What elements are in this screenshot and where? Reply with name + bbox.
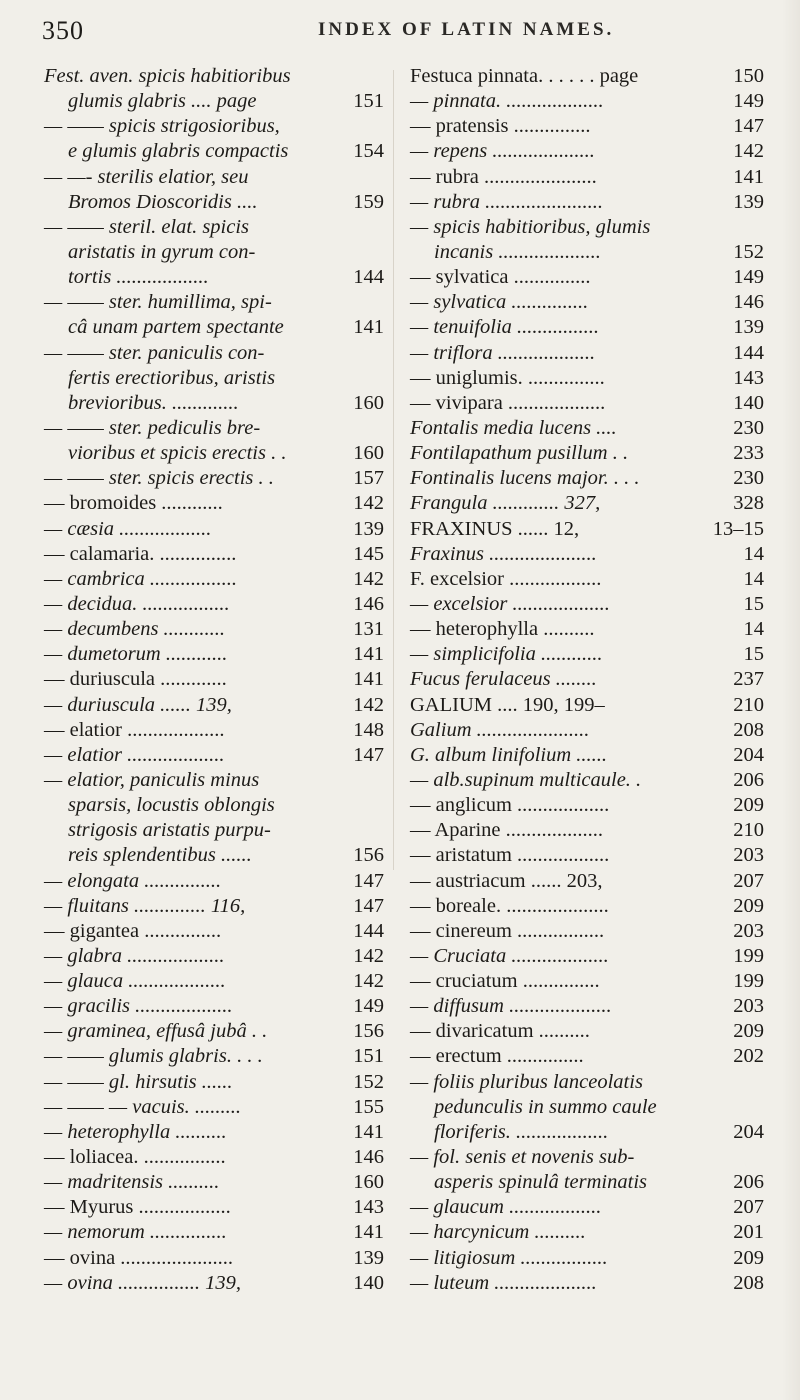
- index-entry: [44, 1044, 384, 1069]
- index-entry-text: — gracilis ...................: [44, 995, 233, 1018]
- index-entry-page: 140: [353, 1271, 384, 1294]
- index-entry: [44, 1170, 384, 1195]
- index-entry-page: 13–15: [712, 517, 764, 540]
- index-entry: [410, 567, 764, 592]
- index-entry: [410, 743, 764, 768]
- index-entry-text: F. excelsior ..................: [410, 567, 602, 590]
- index-entry-page: 143: [353, 1196, 384, 1219]
- index-entry: [44, 1246, 384, 1271]
- index-entry-page: 146: [353, 1146, 384, 1169]
- index-entry-text: — glaucum ..................: [410, 1196, 602, 1219]
- index-entry-page: 144: [353, 919, 384, 942]
- index-entry-page: 149: [733, 90, 764, 113]
- index-entry: [410, 491, 764, 516]
- index-entry-text: — triflora ...................: [410, 341, 596, 364]
- index-entry: [44, 718, 384, 743]
- index-entry: [44, 1019, 384, 1044]
- index-entry-page: 202: [733, 1045, 764, 1068]
- index-entry-text: — rubra .......................: [410, 190, 604, 213]
- index-entry-page: 142: [353, 693, 384, 716]
- index-entry-text: reis splendentibus ......: [68, 844, 252, 867]
- index-entry-page: 146: [733, 291, 764, 314]
- index-entry-text: FRAXINUS ...... 12,: [410, 517, 580, 540]
- index-entry: [44, 567, 384, 592]
- index-entry-page: 139: [733, 190, 764, 213]
- index-entry: [44, 215, 384, 240]
- index-entry: [44, 290, 384, 315]
- index-entry: [44, 165, 384, 190]
- index-entry: [44, 1220, 384, 1245]
- index-entry-text: — —— ster. spicis erectis . .: [44, 467, 274, 490]
- index-entry: [410, 1195, 764, 1220]
- index-entry-page: 204: [733, 1120, 764, 1143]
- index-entry-text: — Cruciata ...................: [410, 944, 609, 967]
- index-entry-page: 209: [733, 1020, 764, 1043]
- index-entry: [44, 894, 384, 919]
- index-entry-text: Fucus ferulaceus ........: [410, 668, 597, 691]
- index-entry: [410, 64, 764, 89]
- index-entry-text: — —— steril. elat. spicis: [44, 215, 250, 238]
- index-entry-text: — nemorum ...............: [44, 1221, 227, 1244]
- index-entry-text: — gigantea ...............: [44, 919, 222, 942]
- index-entry-page: 210: [733, 693, 764, 716]
- index-entry-page: 147: [733, 115, 764, 138]
- index-entry: [44, 743, 384, 768]
- index-entry-page: 156: [353, 1020, 384, 1043]
- index-entry: [44, 592, 384, 617]
- index-entry-page: 141: [733, 165, 764, 188]
- index-entry: [410, 1220, 764, 1245]
- index-entry: [410, 1170, 764, 1195]
- index-entry: [44, 89, 384, 114]
- index-entry: [410, 1145, 764, 1170]
- index-entry-text: — ovina ......................: [44, 1246, 234, 1269]
- index-entry: [410, 869, 764, 894]
- index-entry-text: — cambrica .................: [44, 567, 238, 590]
- index-entry: [44, 416, 384, 441]
- index-entry-page: 152: [733, 240, 764, 263]
- index-entry-text: Festuca pinnata. . . . . . page: [410, 65, 639, 87]
- index-entry: [44, 190, 384, 215]
- index-entry-page: 14: [743, 618, 764, 641]
- index-entry-page: 203: [733, 844, 764, 867]
- index-entry-page: 207: [733, 869, 764, 892]
- index-entry-text: Bromos Dioscoridis ....: [68, 190, 258, 213]
- running-head: INDEX OF LATIN NAMES.: [318, 19, 615, 40]
- index-entry-text: — graminea, effusâ jubâ . .: [44, 1020, 268, 1043]
- index-entry-page: 141: [353, 316, 384, 339]
- index-entry-text: — repens ....................: [410, 140, 595, 163]
- index-entry-text: Galium ......................: [410, 718, 590, 741]
- index-entry: [410, 1120, 764, 1145]
- index-entry: [410, 290, 764, 315]
- index-entry-page: 142: [733, 140, 764, 163]
- index-entry-page: 144: [733, 341, 764, 364]
- index-entry-page: 142: [353, 970, 384, 993]
- index-entry: [410, 1019, 764, 1044]
- index-entry-page: 230: [733, 416, 764, 439]
- index-entry: [44, 667, 384, 692]
- index-entry-text: pedunculis in summo caule: [434, 1095, 657, 1118]
- index-entry-text: — —— ster. pediculis bre-: [44, 416, 261, 439]
- index-entry: [44, 1271, 384, 1296]
- index-entry-text: sparsis, locustis oblongis: [68, 794, 275, 817]
- index-entry: [44, 64, 384, 89]
- index-entry: [410, 994, 764, 1019]
- index-entry: [44, 315, 384, 340]
- index-entry-text: — excelsior ...................: [410, 592, 610, 615]
- index-entry-page: 14: [743, 567, 764, 590]
- index-entry: [410, 592, 764, 617]
- index-entry-page: 15: [743, 592, 764, 615]
- index-entry-text: — tenuifolia ................: [410, 316, 600, 339]
- index-entry-text: — heterophylla ..........: [410, 618, 595, 641]
- index-entry: [410, 517, 764, 542]
- index-entry: [44, 1195, 384, 1220]
- index-entry: [44, 818, 384, 843]
- index-entry-text: — Myurus ..................: [44, 1196, 231, 1219]
- index-entry-text: GALIUM .... 190, 199–: [410, 693, 605, 716]
- index-entry-page: 141: [353, 668, 384, 691]
- index-entry-text: — decidua. .................: [44, 592, 230, 615]
- index-entry-page: 141: [353, 1221, 384, 1244]
- index-entry-text: — sylvatica ...............: [410, 291, 589, 314]
- index-entry-text: — elatior, paniculis minus: [44, 768, 260, 791]
- index-entry-text: incanis ....................: [434, 240, 601, 263]
- index-entry: [44, 1070, 384, 1095]
- page-edge-shadow: [782, 0, 800, 1400]
- index-entry-text: — —— ster. humillima, spi-: [44, 291, 272, 314]
- index-entry-page: 142: [353, 567, 384, 590]
- index-entry: [44, 768, 384, 793]
- index-entry-text: — —— — vacuis. .........: [44, 1095, 242, 1118]
- index-entry: [44, 1120, 384, 1145]
- index-entry-text: — aristatum ..................: [410, 844, 610, 867]
- index-entry-page: 237: [733, 668, 764, 691]
- index-entry: [44, 642, 384, 667]
- index-entry: [44, 969, 384, 994]
- index-entry-text: — austriacum ...... 203,: [410, 869, 603, 892]
- index-entry-text: — rubra ......................: [410, 165, 597, 188]
- index-entry-text: câ unam partem spectante: [68, 316, 284, 339]
- index-entry-page: 159: [353, 190, 384, 213]
- index-entry: [44, 617, 384, 642]
- index-entry: [410, 1246, 764, 1271]
- index-entry: [410, 944, 764, 969]
- index-entry-text: Fontilapathum pusillum . .: [410, 442, 629, 465]
- index-entry: [44, 994, 384, 1019]
- index-entry: [410, 114, 764, 139]
- index-entry-text: Fraxinus .....................: [410, 542, 597, 565]
- index-entry: [410, 693, 764, 718]
- index-entry-page: 139: [733, 316, 764, 339]
- index-entry-text: — elatior ...................: [44, 743, 225, 766]
- index-entry-text: Fontalis media lucens ....: [410, 416, 617, 439]
- index-entry: [410, 843, 764, 868]
- index-entry-page: 152: [353, 1070, 384, 1093]
- index-entry-page: 147: [353, 743, 384, 766]
- index-entry-page: 160: [353, 391, 384, 414]
- index-entry-page: 203: [733, 995, 764, 1018]
- index-entry-text: — glabra ...................: [44, 944, 225, 967]
- index-entry-page: 199: [733, 944, 764, 967]
- index-entry-text: — simplicifolia ............: [410, 643, 603, 666]
- index-entry: [410, 642, 764, 667]
- index-entry-page: 151: [353, 90, 384, 113]
- index-entry-text: — vivipara ...................: [410, 391, 606, 414]
- index-entry-text: — —— ster. paniculis con-: [44, 341, 265, 364]
- index-entry: [410, 768, 764, 793]
- index-entry-page: 141: [353, 643, 384, 666]
- index-entry-text: vioribus et spicis erectis . .: [68, 442, 287, 465]
- index-entry: [410, 366, 764, 391]
- index-entry: [410, 969, 764, 994]
- column-divider: [393, 70, 394, 870]
- index-entry-page: 230: [733, 467, 764, 490]
- index-entry-text: — bromoides ............: [44, 492, 223, 515]
- index-entry-text: — heterophylla ..........: [44, 1120, 227, 1143]
- index-entry-page: 154: [353, 140, 384, 163]
- page-number: 350: [42, 16, 84, 45]
- index-entry: [44, 114, 384, 139]
- index-entry-text: strigosis aristatis purpu-: [68, 819, 271, 842]
- index-entry: [44, 139, 384, 164]
- index-entry-page: 201: [733, 1221, 764, 1244]
- index-entry-text: — cinereum .................: [410, 919, 605, 942]
- index-entry: [410, 215, 764, 240]
- index-entry: [410, 165, 764, 190]
- index-entry-text: Fest. aven. spicis habitioribus: [44, 65, 291, 87]
- index-entry-text: floriferis. ..................: [434, 1120, 609, 1143]
- index-entry-text: tortis ..................: [68, 266, 209, 289]
- index-entry-page: 147: [353, 869, 384, 892]
- index-entry-page: 160: [353, 442, 384, 465]
- index-entry: [410, 1070, 764, 1095]
- index-entry-text: — erectum ...............: [410, 1045, 584, 1068]
- index-entry-page: 140: [733, 391, 764, 414]
- index-entry-text: — alb.supinum multicaule. .: [410, 768, 642, 791]
- index-entry: [410, 1095, 764, 1120]
- index-entry-text: — litigiosum .................: [410, 1246, 608, 1269]
- index-entry-page: 203: [733, 919, 764, 942]
- index-entry-text: — Aparine ...................: [410, 819, 604, 842]
- index-entry: [410, 542, 764, 567]
- index-entry: [410, 718, 764, 743]
- index-entry: [410, 416, 764, 441]
- index-entry-page: 144: [353, 266, 384, 289]
- index-entry-text: asperis spinulâ terminatis: [434, 1171, 647, 1194]
- index-entry-text: — spicis habitioribus, glumis: [410, 215, 651, 238]
- index-entry-text: — —- sterilis elatior, seu: [44, 165, 249, 188]
- index-entry-page: 149: [353, 995, 384, 1018]
- index-entry-text: — pratensis ...............: [410, 115, 591, 138]
- index-entry-page: 151: [353, 1045, 384, 1068]
- index-entry: [44, 869, 384, 894]
- index-entry: [44, 693, 384, 718]
- index-entry: [44, 944, 384, 969]
- index-entry: [44, 491, 384, 516]
- index-entry-text: — pinnata. ...................: [410, 90, 604, 113]
- index-entry: [44, 265, 384, 290]
- index-entry-text: — calamaria. ...............: [44, 542, 237, 565]
- index-entry-text: — elatior ...................: [44, 718, 225, 741]
- index-entry-page: 142: [353, 492, 384, 515]
- index-entry: [44, 1145, 384, 1170]
- index-entry-page: 150: [733, 65, 764, 87]
- index-entry-text: — ovina ................ 139,: [44, 1271, 242, 1294]
- index-entry: [410, 139, 764, 164]
- index-entry-text: brevioribus. .............: [68, 391, 239, 414]
- index-entry: [410, 466, 764, 491]
- index-entry-text: — dumetorum ............: [44, 643, 228, 666]
- index-entry-text: — duriuscula .............: [44, 668, 227, 691]
- index-entry: [410, 818, 764, 843]
- index-entry-text: — —— gl. hirsutis ......: [44, 1070, 233, 1093]
- index-entry-text: — —— glumis glabris. . . .: [44, 1045, 263, 1068]
- index-entry-text: — boreale. ....................: [410, 894, 609, 917]
- index-entry-text: — harcynicum ..........: [410, 1221, 586, 1244]
- index-entry-text: — foliis pluribus lanceolatis: [410, 1070, 643, 1093]
- index-entry-text: — uniglumis. ...............: [410, 366, 605, 389]
- index-entry-page: 206: [733, 768, 764, 791]
- index-entry-page: 210: [733, 819, 764, 842]
- left-index-column: [44, 64, 384, 1296]
- index-entry-text: — cæsia ..................: [44, 517, 212, 540]
- index-entry-page: 206: [733, 1171, 764, 1194]
- index-entry-page: 328: [733, 492, 764, 515]
- index-entry: [410, 617, 764, 642]
- index-entry-page: 147: [353, 894, 384, 917]
- index-entry-text: — divaricatum ..........: [410, 1020, 590, 1043]
- index-entry: [410, 240, 764, 265]
- index-entry-page: 208: [733, 718, 764, 741]
- index-entry-text: aristatis in gyrum con-: [68, 240, 256, 263]
- index-entry: [44, 240, 384, 265]
- index-entry: [410, 391, 764, 416]
- index-entry-text: — elongata ...............: [44, 869, 222, 892]
- index-entry: [44, 517, 384, 542]
- index-entry-text: — diffusum ....................: [410, 995, 612, 1018]
- index-entry-text: — —— spicis strigosioribus,: [44, 115, 280, 138]
- index-entry-text: — glauca ...................: [44, 970, 226, 993]
- index-entry-page: 146: [353, 592, 384, 615]
- index-entry-page: 14: [743, 542, 764, 565]
- index-entry-text: e glumis glabris compactis: [68, 140, 289, 163]
- index-entry: [44, 1095, 384, 1120]
- index-entry-page: 209: [733, 794, 764, 817]
- index-entry-page: 139: [353, 517, 384, 540]
- index-entry-page: 233: [733, 442, 764, 465]
- index-entry: [410, 894, 764, 919]
- index-entry-page: 209: [733, 1246, 764, 1269]
- index-entry: [410, 341, 764, 366]
- index-entry-page: 131: [353, 618, 384, 641]
- index-entry: [44, 843, 384, 868]
- index-entry: [410, 265, 764, 290]
- index-entry: [410, 919, 764, 944]
- index-entry: [410, 1044, 764, 1069]
- index-entry: [44, 542, 384, 567]
- index-entry: [410, 793, 764, 818]
- right-index-column: [410, 64, 764, 1296]
- index-entry-text: — fol. senis et novenis sub-: [410, 1146, 635, 1169]
- index-entry-page: 208: [733, 1271, 764, 1294]
- index-entry-text: Frangula ............. 327,: [410, 492, 601, 515]
- index-entry: [44, 466, 384, 491]
- index-entry: [410, 89, 764, 114]
- index-entry-text: — madritensis ..........: [44, 1171, 220, 1194]
- index-entry-page: 199: [733, 970, 764, 993]
- index-entry-page: 143: [733, 366, 764, 389]
- index-entry-text: — sylvatica ...............: [410, 266, 591, 289]
- index-entry: [410, 190, 764, 215]
- index-entry-text: — fluitans .............. 116,: [44, 894, 246, 917]
- index-entry: [410, 441, 764, 466]
- index-entry-page: 15: [743, 643, 764, 666]
- index-entry-text: G. album linifolium ......: [410, 743, 608, 766]
- index-entry-page: 155: [353, 1095, 384, 1118]
- index-entry: [44, 366, 384, 391]
- index-entry-page: 209: [733, 894, 764, 917]
- index-entry-page: 204: [733, 743, 764, 766]
- index-entry-page: 160: [353, 1171, 384, 1194]
- index-entry-text: — luteum ....................: [410, 1271, 597, 1294]
- index-entry-page: 157: [353, 467, 384, 490]
- index-entry-page: 207: [733, 1196, 764, 1219]
- index-entry-page: 156: [353, 844, 384, 867]
- index-entry-text: — decumbens ............: [44, 618, 226, 641]
- index-entry: [44, 441, 384, 466]
- index-entry-text: — anglicum ..................: [410, 794, 610, 817]
- index-entry: [44, 793, 384, 818]
- index-entry-text: fertis erectioribus, aristis: [68, 366, 276, 389]
- index-entry: [410, 667, 764, 692]
- index-entry-text: — cruciatum ...............: [410, 970, 600, 993]
- index-entry: [410, 1271, 764, 1296]
- index-entry-text: Fontinalis lucens major. . . .: [410, 467, 640, 490]
- index-entry: [44, 391, 384, 416]
- index-entry-text: glumis glabris .... page: [68, 90, 257, 113]
- index-entry-page: 148: [353, 718, 384, 741]
- index-entry: [410, 315, 764, 340]
- index-entry-page: 149: [733, 266, 764, 289]
- index-entry-text: — loliacea. ................: [44, 1146, 226, 1169]
- index-entry-text: — duriuscula ...... 139,: [44, 693, 232, 716]
- index-entry: [44, 341, 384, 366]
- index-entry-page: 145: [353, 542, 384, 565]
- index-entry-page: 141: [353, 1120, 384, 1143]
- index-entry-page: 142: [353, 944, 384, 967]
- index-entry: [44, 919, 384, 944]
- index-entry-page: 139: [353, 1246, 384, 1269]
